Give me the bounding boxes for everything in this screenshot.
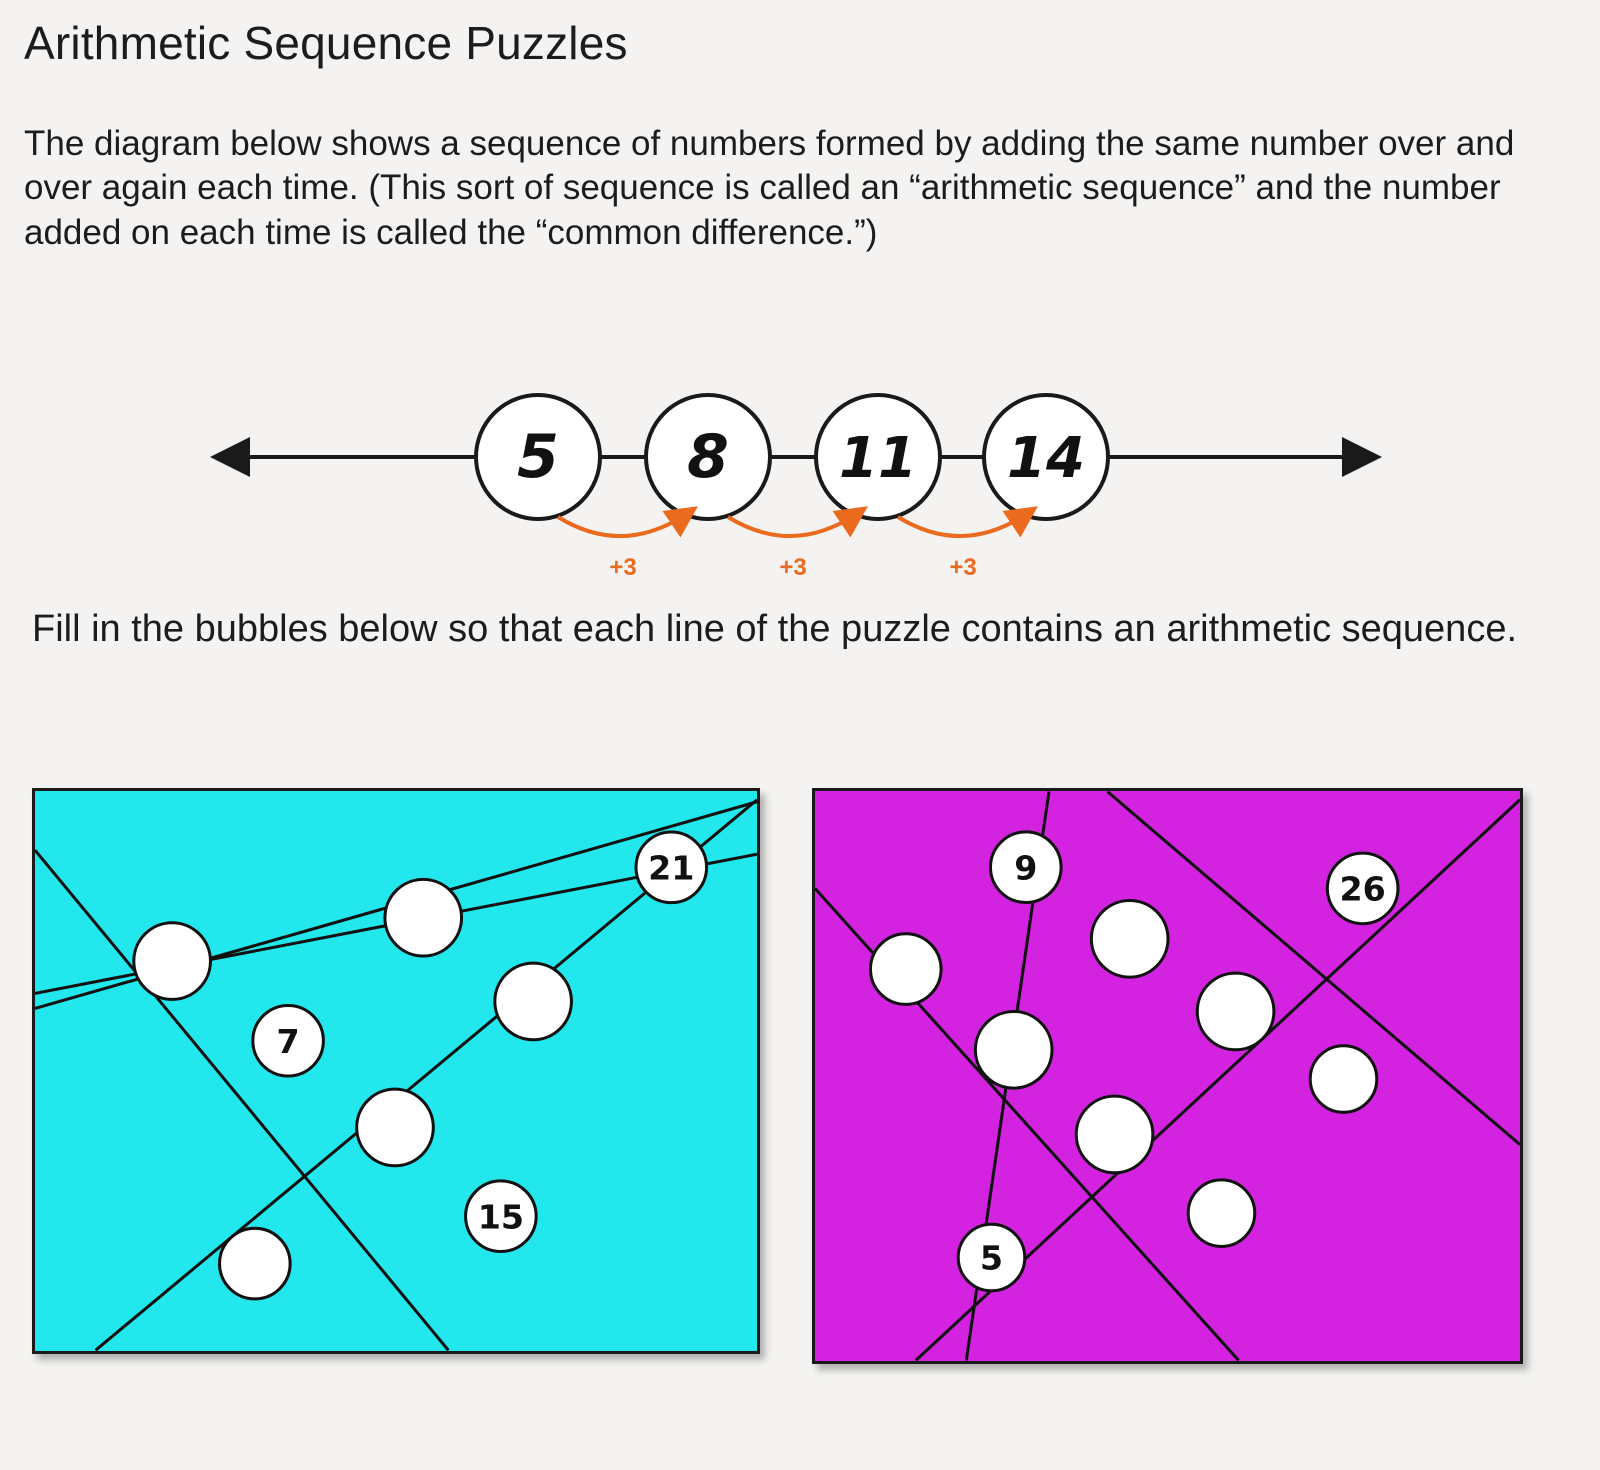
number-line-bubble bbox=[646, 395, 770, 519]
instruction-paragraph: Fill in the bubbles below so that each line of the puzzle contains an arithmetic sequence. bbox=[32, 608, 1518, 650]
step-label: +3 bbox=[779, 554, 807, 581]
puzzle-node[interactable] bbox=[466, 1181, 537, 1252]
puzzle-node[interactable] bbox=[975, 1011, 1052, 1088]
number-line-bubble bbox=[984, 395, 1108, 519]
puzzle-right bbox=[812, 788, 1523, 1364]
puzzle-node[interactable] bbox=[990, 832, 1061, 903]
step-label: +3 bbox=[949, 554, 977, 581]
step-arrow bbox=[728, 513, 858, 536]
puzzle-node[interactable] bbox=[357, 1089, 434, 1166]
puzzle-node[interactable] bbox=[1327, 853, 1398, 924]
number-line-bubble bbox=[816, 395, 940, 519]
number-line-bubble-label: 14 bbox=[1007, 426, 1085, 491]
puzzle-node[interactable] bbox=[958, 1224, 1025, 1291]
puzzle-node[interactable] bbox=[636, 832, 707, 903]
number-line-diagram bbox=[210, 385, 1390, 585]
puzzle-node[interactable] bbox=[253, 1005, 324, 1076]
puzzle-node[interactable] bbox=[1076, 1096, 1153, 1173]
puzzle-node[interactable] bbox=[385, 879, 462, 956]
puzzle-node-label: 26 bbox=[1339, 869, 1386, 909]
puzzle-node-label: 5 bbox=[979, 1238, 1004, 1278]
puzzle-node-label: 9 bbox=[1014, 848, 1038, 888]
puzzle-node-label: 15 bbox=[477, 1197, 525, 1237]
number-line-bubble-label: 8 bbox=[687, 422, 729, 492]
puzzle-node[interactable] bbox=[220, 1228, 291, 1299]
intro-paragraph: The diagram below shows a sequence of numbers formed by adding the same number over and over again each time. (This sort of sequence is called an “arithmetic sequence” and the number added on each time is called the “common difference.”) bbox=[24, 124, 1515, 252]
puzzle-lines bbox=[815, 792, 1520, 1361]
puzzle-node[interactable] bbox=[1188, 1180, 1255, 1247]
puzzle-node[interactable] bbox=[1091, 901, 1168, 978]
number-line-bubble bbox=[476, 395, 600, 519]
step-label: +3 bbox=[609, 554, 637, 581]
number-line-bubble-label: 11 bbox=[839, 426, 917, 491]
step-arrow bbox=[558, 513, 688, 536]
puzzle-node[interactable] bbox=[870, 934, 941, 1005]
puzzle-node-label: 21 bbox=[648, 848, 695, 888]
step-arrow bbox=[898, 513, 1028, 536]
puzzle-node-label: 7 bbox=[276, 1021, 300, 1061]
puzzle-left bbox=[32, 788, 760, 1354]
puzzle-node[interactable] bbox=[495, 963, 572, 1040]
number-line-bubble-label: 5 bbox=[517, 422, 559, 492]
puzzle-node[interactable] bbox=[1197, 973, 1274, 1050]
page-title: Arithmetic Sequence Puzzles bbox=[24, 17, 628, 69]
puzzle-node[interactable] bbox=[1310, 1046, 1377, 1113]
puzzle-node[interactable] bbox=[134, 923, 211, 1000]
